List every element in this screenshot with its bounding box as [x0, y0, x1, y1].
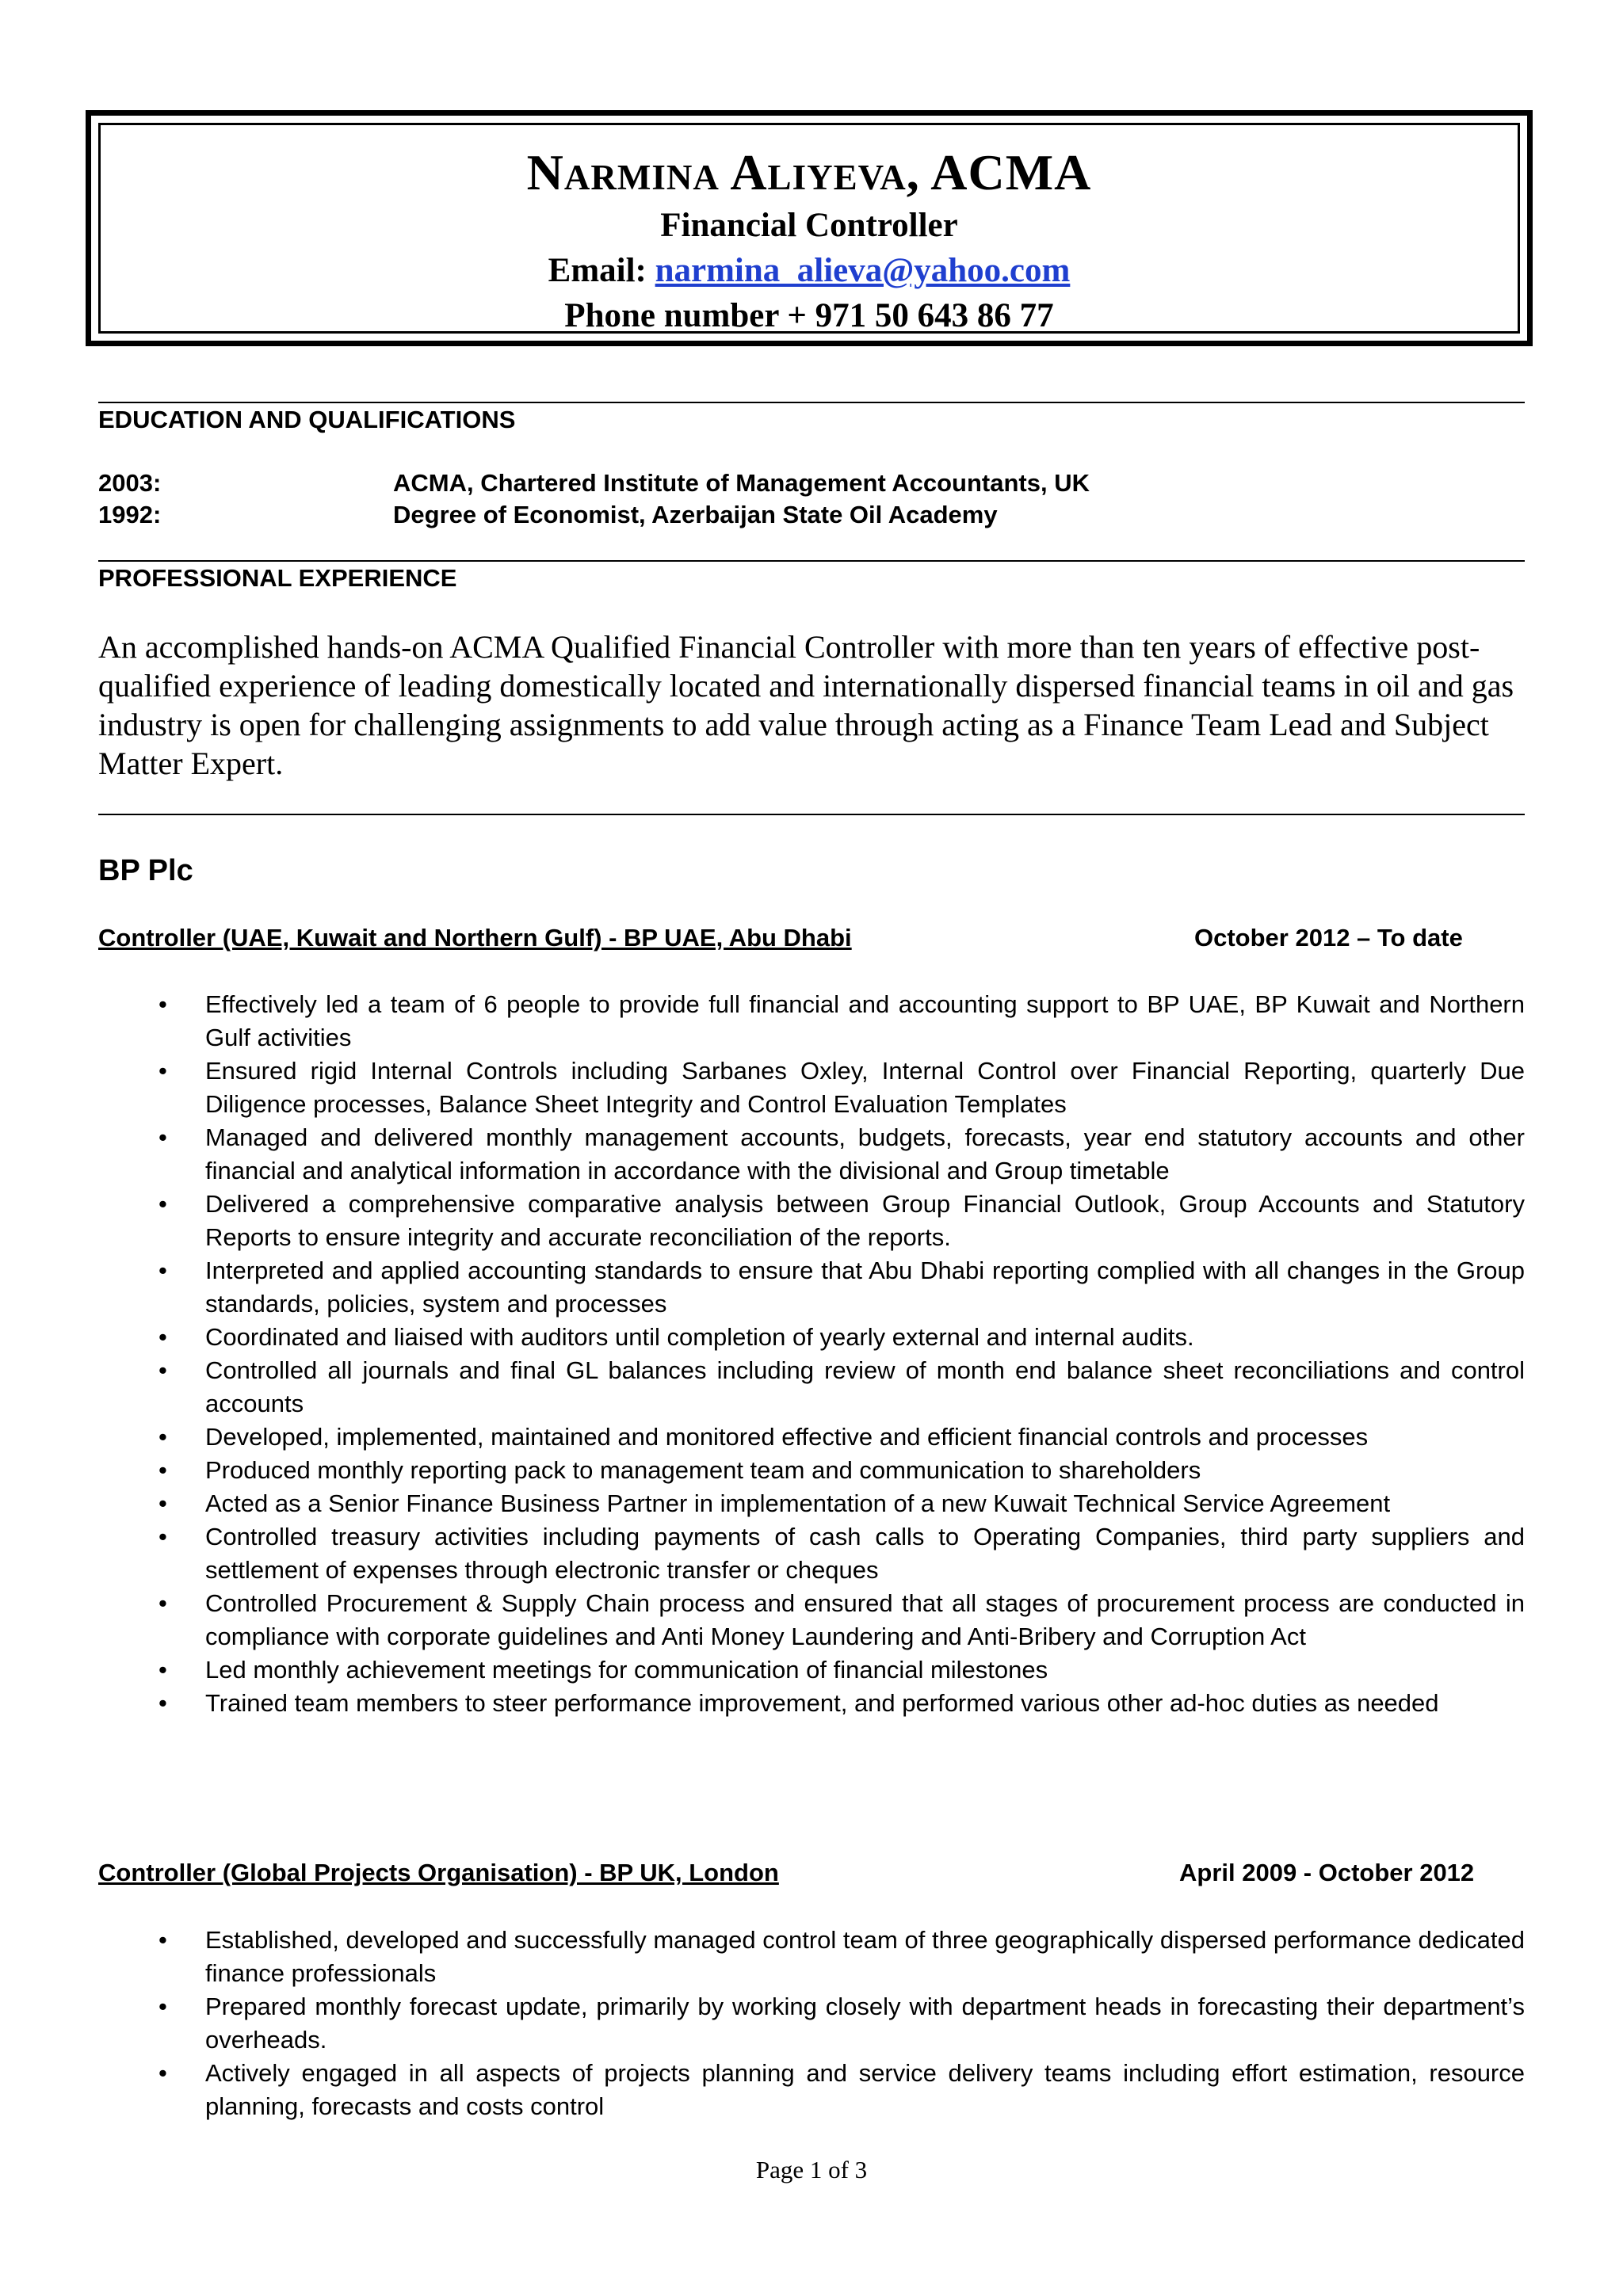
list-item — [98, 2057, 1525, 2123]
email-label: Email: — [548, 252, 647, 289]
list-item — [98, 1121, 1525, 1188]
role-dates: April 2009 - October 2012 — [1179, 1859, 1475, 1886]
bullet-text: Managed and delivered monthly management accounts, budgets, forecasts, year end statutory accounts and other financial and analytical information in accordance with the divisional and Group timetable — [205, 1123, 1525, 1184]
bullet-icon: • — [158, 1489, 167, 1517]
header-inner-border — [98, 123, 1520, 334]
experience-heading: PROFESSIONAL EXPERIENCE — [98, 564, 457, 592]
bullet-icon: • — [158, 1356, 167, 1384]
bullet-text: Developed, implemented, maintained and monitored effective and efficient financial controls and processes — [205, 1423, 1369, 1451]
list-item — [98, 1990, 1525, 2057]
bullet-icon: • — [158, 1323, 167, 1351]
bullet-text: Trained team members to steer performance improvement, and performed various other ad-hoc duties as needed — [205, 1689, 1439, 1717]
bullet-icon: • — [158, 1689, 167, 1717]
bullet-text: Established, developed and successfully managed control team of three geographically dispersed performance dedicated finance professionals — [205, 1926, 1525, 1987]
bullet-icon: • — [158, 1123, 167, 1151]
bullet-icon: • — [158, 1656, 167, 1684]
bullet-icon: • — [158, 1523, 167, 1550]
professional-summary: An accomplished hands-on ACMA Qualified Financial Controller with more than ten years of effective post-qualified experience of leading domestically located and internationally dispersed financial teams in oil and gas industry is open for challenging assignments to add value through acting as a Finance Team Lead and Subject Matter Expert. — [98, 629, 1514, 781]
bullet-icon: • — [158, 1257, 167, 1284]
list-item — [98, 1587, 1525, 1653]
list-item — [98, 1421, 1525, 1454]
bullet-text: Interpreted and applied accounting standards to ensure that Abu Dhabi reporting complied with all changes in the Group standards, policies, system and processes — [205, 1257, 1525, 1318]
role-title: Controller (UAE, Kuwait and Northern Gulf) - BP UAE, Abu Dhabi — [98, 924, 852, 952]
education-heading: EDUCATION AND QUALIFICATIONS — [98, 406, 516, 433]
list-item — [98, 1321, 1525, 1354]
phone-line: Phone number + 971 50 643 86 77 — [564, 297, 1054, 334]
role-bullet-list — [98, 988, 1525, 1720]
role-title: Controller (Global Projects Organisation) - BP UK, London — [98, 1859, 779, 1886]
bullet-text: Ensured rigid Internal Controls including Sarbanes Oxley, Internal Control over Financial Reporting, quarterly Due Diligence processes, Balance Sheet Integrity and Control Evaluation Templates — [205, 1057, 1525, 1118]
bullet-text: Acted as a Senior Finance Business Partner in implementation of a new Kuwait Technical Service Agreement — [205, 1489, 1391, 1517]
bullet-icon: • — [158, 1926, 167, 1954]
bullet-icon: • — [158, 1589, 167, 1617]
education-qualification: ACMA, Chartered Institute of Management Accountants, UK — [393, 469, 1090, 497]
job-title: Financial Controller — [660, 207, 958, 244]
list-item — [98, 1520, 1525, 1587]
list-item — [98, 1454, 1525, 1487]
bullet-icon: • — [158, 990, 167, 1018]
list-item — [98, 1188, 1525, 1254]
bullet-icon: • — [158, 1190, 167, 1218]
bullet-text: Delivered a comprehensive comparative analysis between Group Financial Outlook, Group Accounts and Statutory Reports to ensure integrity and accurate reconciliation of the reports. — [205, 1190, 1525, 1251]
education-row — [98, 501, 998, 529]
bullet-text: Produced monthly reporting pack to management team and communication to shareholders — [205, 1456, 1201, 1484]
bullet-text: Controlled Procurement & Supply Chain process and ensured that all stages of procurement process are conducted in compliance with corporate guidelines and Anti Money Laundering and Anti-Bribery and Corruption Act — [205, 1589, 1525, 1650]
email-line — [101, 248, 1518, 293]
company-name: BP Plc — [98, 854, 193, 887]
bullet-text: Controlled all journals and final GL balances including review of month end balance sheet reconciliations and control accounts — [205, 1356, 1525, 1417]
divider-rule — [98, 402, 1525, 403]
list-item — [98, 1055, 1525, 1121]
list-item — [98, 988, 1525, 1055]
list-item — [98, 1487, 1525, 1520]
bullet-text: Effectively led a team of 6 people to provide full financial and accounting support to BP UAE, BP Kuwait and Northern Gulf activities — [205, 990, 1525, 1051]
role-dates: October 2012 – To date — [1194, 924, 1463, 952]
bullet-icon: • — [158, 1423, 167, 1451]
divider-rule — [98, 814, 1525, 815]
list-item — [98, 1254, 1525, 1321]
candidate-name: Narmina Aliyeva, ACMA — [526, 144, 1092, 200]
bullet-text: Controlled treasury activities including payments of cash calls to Operating Companies, third party suppliers and settlement of expenses through electronic transfer or cheques — [205, 1523, 1525, 1584]
role-bullet-list — [98, 1924, 1525, 2123]
bullet-icon: • — [158, 1456, 167, 1484]
email-link[interactable]: narmina_alieva@yahoo.com — [655, 252, 1071, 289]
education-qualification: Degree of Economist, Azerbaijan State Oil Academy — [393, 501, 998, 528]
list-item — [98, 1687, 1525, 1720]
education-row — [98, 469, 1090, 498]
list-item — [98, 1653, 1525, 1687]
divider-rule — [98, 560, 1525, 562]
bullet-icon: • — [158, 2059, 167, 2087]
bullet-text: Led monthly achievement meetings for communication of financial milestones — [205, 1656, 1048, 1684]
education-year: 2003: — [98, 469, 162, 497]
list-item — [98, 1924, 1525, 1990]
bullet-text: Actively engaged in all aspects of projects planning and service delivery teams including effort estimation, resource planning, forecasts and costs control — [205, 2059, 1525, 2120]
header-box — [86, 110, 1533, 346]
list-item — [98, 1354, 1525, 1421]
bullet-text: Prepared monthly forecast update, primarily by working closely with department heads in forecasting their department’s overheads. — [205, 1993, 1525, 2054]
bullet-text: Coordinated and liaised with auditors until completion of yearly external and internal audits. — [205, 1323, 1194, 1351]
education-year: 1992: — [98, 501, 162, 528]
page-number: Page 1 of 3 — [755, 2156, 868, 2183]
bullet-icon: • — [158, 1993, 167, 2020]
bullet-icon: • — [158, 1057, 167, 1085]
